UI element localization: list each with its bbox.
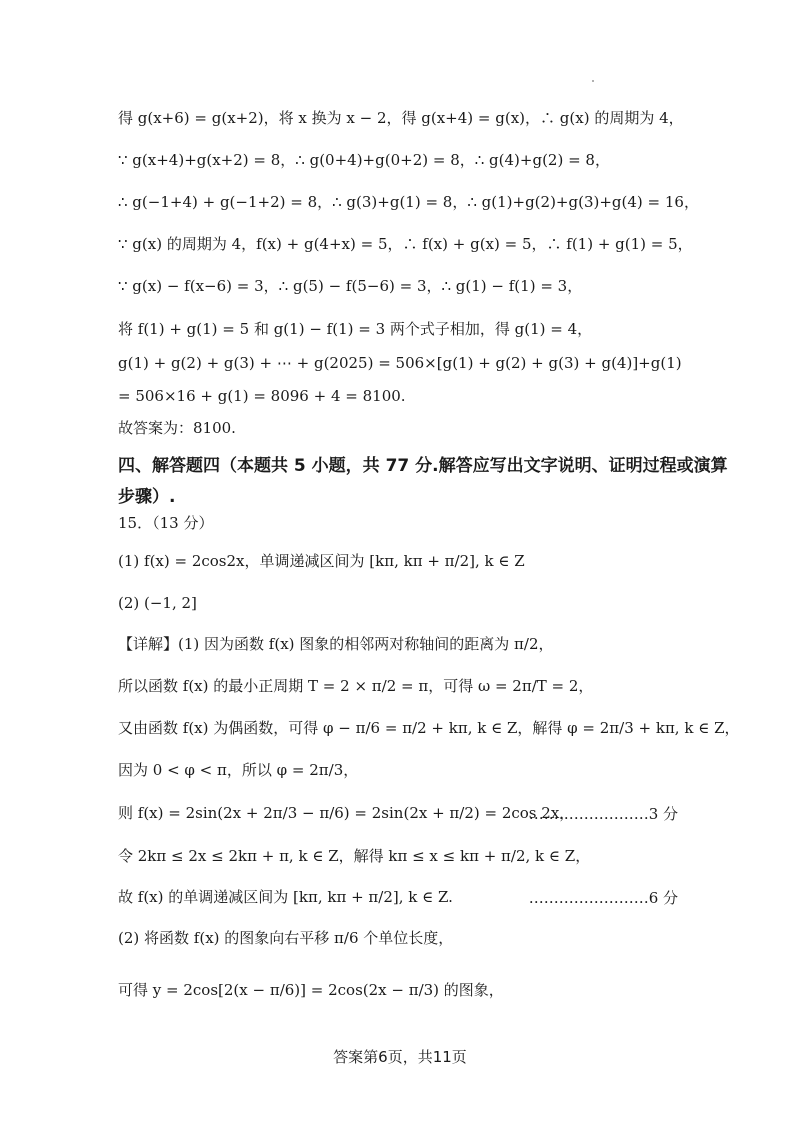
section-heading: 四、解答题四（本题共 5 小题，共 77 分.解答应写出文字说明、证明过程或演算 <box>118 456 728 476</box>
text-line: 故答案为：8100. <box>118 419 236 437</box>
section-heading-cont: 步骤）. <box>118 487 176 507</box>
answer-line: (2) (−1, 2] <box>118 594 197 612</box>
text-line: g(1) + g(2) + g(3) + ⋯ + g(2025) = 506×[g(1) + g(2) + g(3) + g(4)]+g(1) <box>118 354 682 372</box>
score-mark: ……………………3 分 <box>528 805 678 823</box>
text-line: 将 f(1) + g(1) = 5 和 g(1) − f(1) = 3 两个式子相加，得 g(1) = 4， <box>118 320 593 338</box>
solution-line: (2) 将函数 f(x) 的图象向右平移 π/6 个单位长度， <box>118 929 454 947</box>
solution-line: 则 f(x) = 2sin(2x + 2π/3 − π/6) = 2sin(2x + π/2) = 2cos 2x， <box>118 804 575 822</box>
solution-line: 因为 0 < φ < π，所以 φ = 2π/3， <box>118 761 359 779</box>
text-line: ∵ g(x) 的周期为 4，f(x) + g(4+x) = 5，∴ f(x) + g(x) = 5，∴ f(1) + g(1) = 5， <box>118 235 693 253</box>
problem-number: 15．（13 分） <box>118 514 214 532</box>
page-footer: 答案第6页，共11页 <box>333 1048 467 1066</box>
scan-speck <box>592 80 594 82</box>
text-line: = 506×16 + g(1) = 8096 + 4 = 8100. <box>118 387 406 405</box>
solution-line: 【详解】(1) 因为函数 f(x) 图象的相邻两对称轴间的距离为 π/2， <box>118 635 554 653</box>
text-line: ∴ g(−1+4) + g(−1+2) = 8，∴ g(3)+g(1) = 8，∴ g(1)+g(2)+g(3)+g(4) = 16， <box>118 193 699 211</box>
text-line: ∵ g(x) − f(x−6) = 3，∴ g(5) − f(5−6) = 3，∴ g(1) − f(1) = 3， <box>118 277 583 295</box>
solution-line: 又由函数 f(x) 为偶函数，可得 φ − π/6 = π/2 + kπ, k ∈ Z，解得 φ = 2π/3 + kπ, k ∈ Z， <box>118 719 740 737</box>
score-mark: ……………………6 分 <box>528 889 678 907</box>
solution-line: 令 2kπ ≤ 2x ≤ 2kπ + π, k ∈ Z，解得 kπ ≤ x ≤ kπ + π/2, k ∈ Z， <box>118 847 591 865</box>
text-line: 得 g(x+6) = g(x+2)，将 x 换为 x − 2，得 g(x+4) = g(x)，∴ g(x) 的周期为 4， <box>118 109 684 127</box>
solution-line: 故 f(x) 的单调递减区间为 [kπ, kπ + π/2], k ∈ Z. <box>118 888 453 906</box>
text-line: ∵ g(x+4)+g(x+2) = 8，∴ g(0+4)+g(0+2) = 8，∴ g(4)+g(2) = 8， <box>118 151 610 169</box>
solution-line: 所以函数 f(x) 的最小正周期 T = 2 × π/2 = π，可得 ω = 2π/T = 2， <box>118 677 594 695</box>
solution-line: 可得 y = 2cos[2(x − π/6)] = 2cos(2x − π/3) 的图象， <box>118 981 504 999</box>
answer-line: (1) f(x) = 2cos2x，单调递减区间为 [kπ, kπ + π/2], k ∈ Z <box>118 552 525 570</box>
